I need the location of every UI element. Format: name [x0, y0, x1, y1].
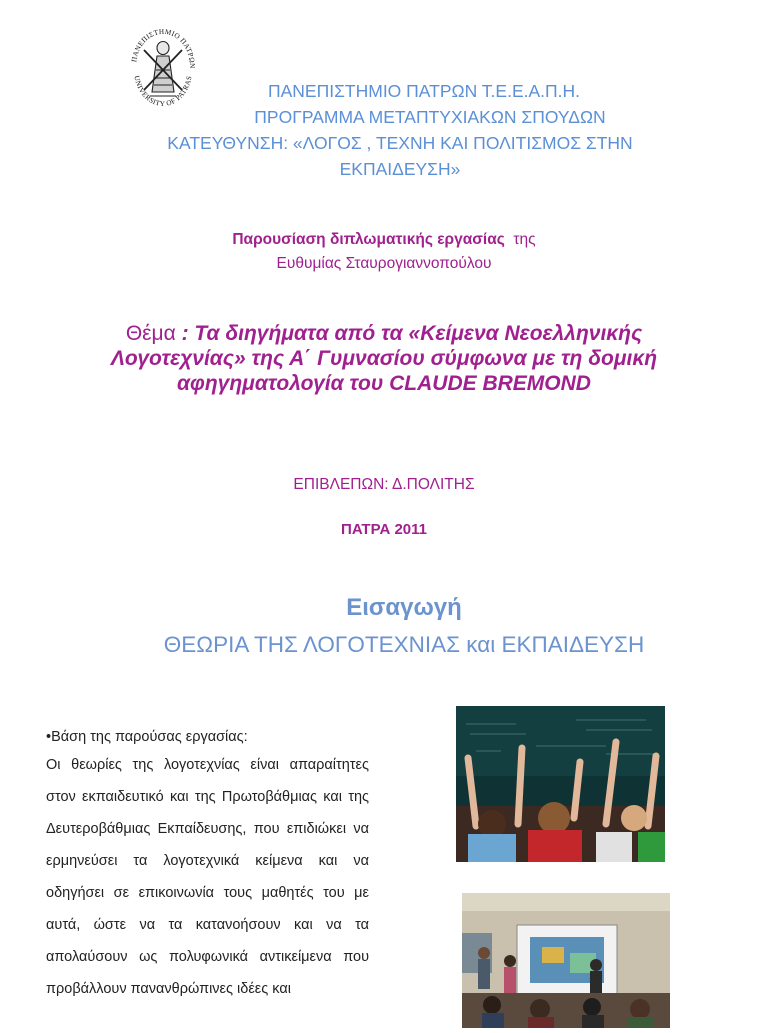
thesis-theme — [96, 321, 672, 396]
header-line-program: ΠΡΟΓΡΑΜΜΑ ΜΕΤΑΠΤΥΧΙΑΚΩΝ ΣΠΟΥΔΩΝ — [254, 107, 606, 127]
svg-text:UNIVERSITY OF PATRAS: UNIVERSITY OF PATRAS — [132, 74, 194, 109]
bullet-icon: • — [46, 729, 52, 745]
presentation-line — [0, 228, 768, 252]
intro-subtitle: ΘΕΩΡΙΑ ΤΗΣ ΛΟΓΟΤΕΧΝΙΑΣ και ΕΚΠΑΙΔΕΥΣΗ — [163, 632, 645, 657]
presentation-block — [0, 228, 768, 276]
author-name: Ευθυμίας Σταυρογιαννοπούλου — [276, 255, 492, 272]
place-year: ΠΑΤΡΑ 2011 — [340, 521, 427, 538]
header-line-direction-end: ΕΚΠΑΙΔΕΥΣΗ» — [339, 159, 461, 179]
body-first-line — [46, 725, 369, 749]
supervisor: ΕΠΙΒΛΕΠΩΝ: Δ.ΠΟΛΙΤΗΣ — [293, 476, 475, 493]
theme-colon: : — [175, 322, 195, 345]
university-header — [120, 78, 680, 182]
theme-text: Τα διηγήματα από τα «Κείμενα Νεοελληνικής Λογοτεχνίας» της Α΄ Γυμνασίου σύμφωνα με τη δομική αφηγηματολογία του CLAUDE BREMOND — [110, 322, 658, 395]
classroom-projection-image — [462, 893, 670, 1028]
body-paragraph: Οι θεωρίες της λογοτεχνίας είναι απαραίτητες στον εκπαιδευτικό και της Πρωτοβάθμιας και της Δευτεροβάθμιας Εκπαίδευσης, που επιδιώκει να ερμηνεύσει τα λογοτεχνικά κείμενα και να οδηγήσει σε επικοινωνία τους μαθητές του με αυτά, ώστε να τα κατανοήσουν και να τα απολαύσουν ως πολυφωνικά αντικείμενα που προβάλλουν πανανθρώπινες ιδέες και — [46, 757, 369, 997]
body-text — [46, 725, 369, 1005]
theme-label: Θέμα — [125, 322, 176, 345]
header-line-university: ΠΑΝΕΠΙΣΤΗΜΙΟ ΠΑΤΡΩΝ Τ.Ε.Ε.Α.Π.Η. — [267, 81, 581, 101]
presentation-tail: της — [513, 231, 536, 248]
svg-text:ΠΑΝΕΠΙΣΤΗΜΙΟ ΠΑΤΡΩΝ: ΠΑΝΕΠΙΣΤΗΜΙΟ ΠΑΤΡΩΝ — [130, 27, 197, 69]
intro-title: Εισαγωγή — [346, 594, 462, 621]
body-lead: Βάση της παρούσας εργασίας: — [51, 729, 248, 745]
classroom-raised-hands-image — [456, 706, 665, 862]
header-line-direction: ΚΑΤΕΥΘΥΝΣΗ: «ΛΟΓΟΣ , ΤΕΧΝΗ ΚΑΙ ΠΟΛΙΤΙΣΜΟΣ ΣΤΗΝ — [167, 133, 633, 153]
presentation-label: Παρουσίαση διπλωματικής εργασίας — [232, 231, 505, 248]
